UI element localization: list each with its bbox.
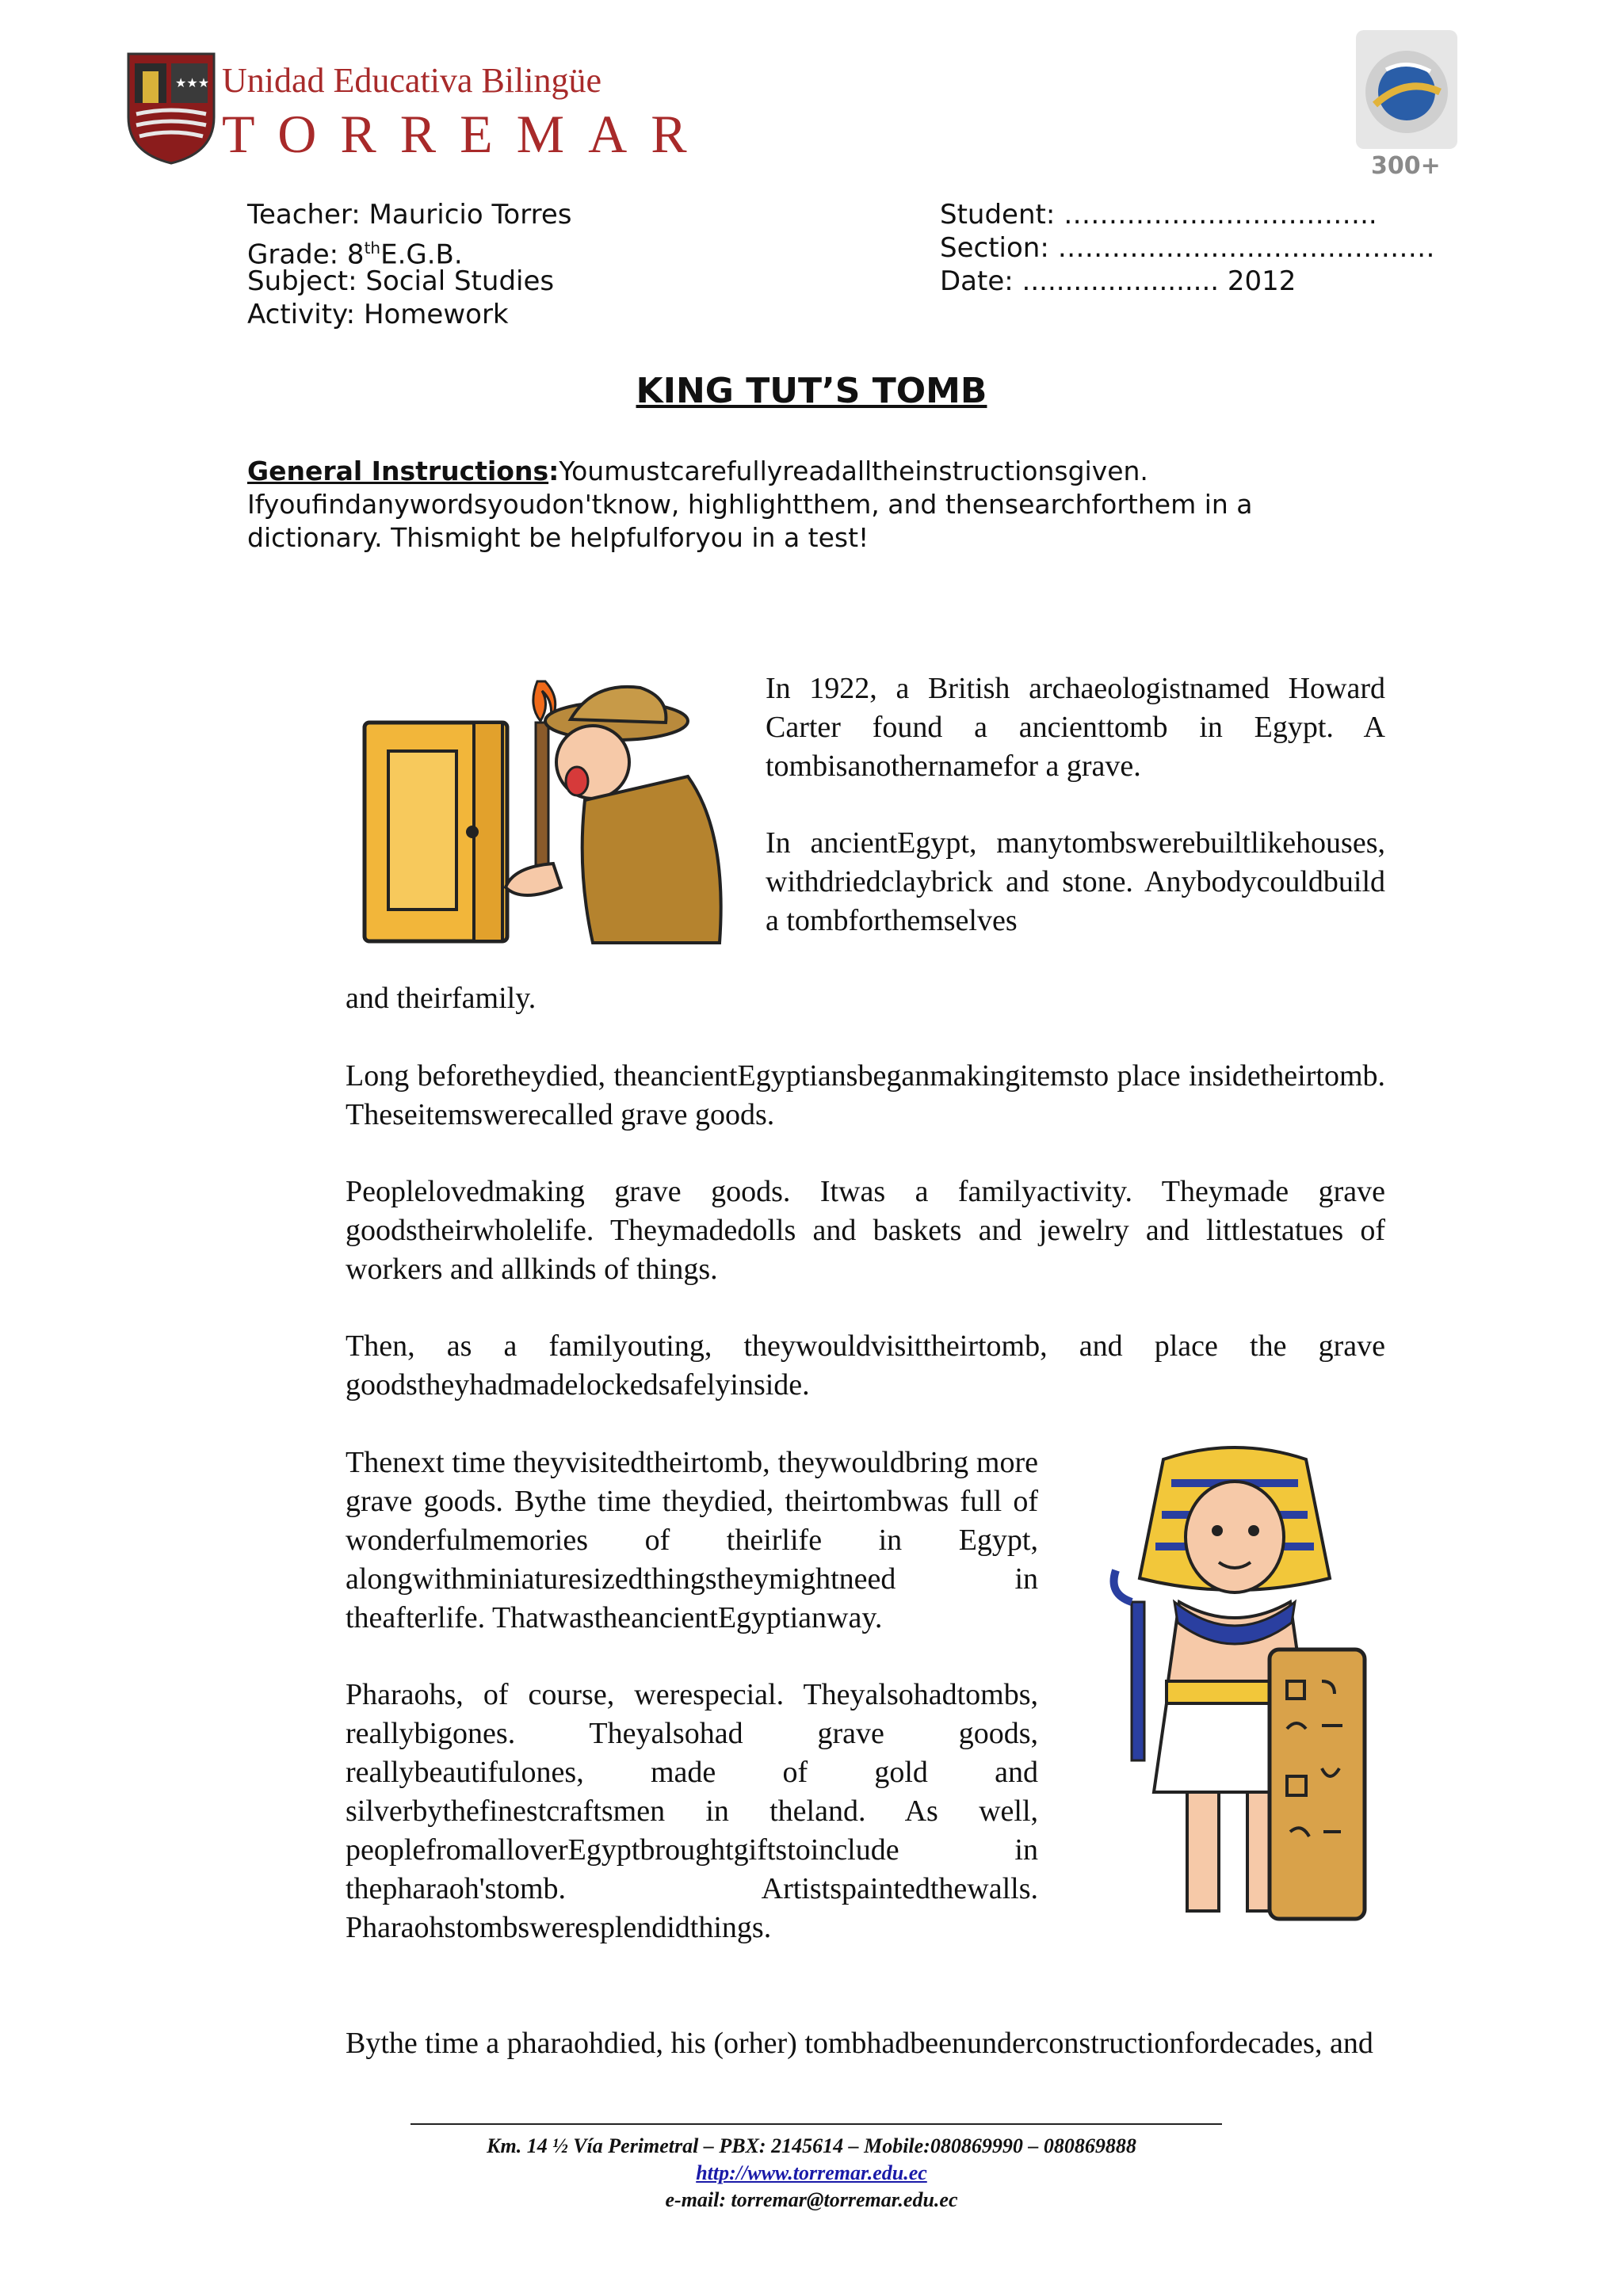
pharaoh-illustration	[1092, 1444, 1392, 1936]
instructions-colon: :	[548, 456, 559, 486]
footer-divider	[411, 2123, 1222, 2125]
footer-website-line	[0, 2161, 1623, 2185]
section-field: Section: ……………………………………	[940, 232, 1435, 264]
paragraph-pharaohs: Pharaohs, of course, werespecial. Theyalsohadtombs, reallybigones. Theyalsohad grave goods, reallybeautifulones, made of gold and silverbythefinestcraftsmen in theland. As well, peoplefromalloverEgyptbroughtgiftstoinclude in thepharaoh'stomb. Artistspaintedthewalls. Pharaohstombsweresplendidthings.	[346, 1678, 1038, 1944]
archaeologist-illustration	[355, 673, 737, 951]
date-field: Date: ....................... 2012	[940, 265, 1296, 297]
activity-info: Activity: Homework	[247, 299, 509, 330]
teacher-info: Teacher: Mauricio Torres	[247, 199, 572, 231]
paragraph-grave-goods: Long beforetheydied, theancientEgyptiansbeganmakingitemsto place insidetheirtomb. Theseitemswerecalled grave goods.	[346, 1059, 1385, 1131]
footer-website-link[interactable]: http://www.torremar.edu.ec	[696, 2161, 927, 2184]
page-title: KING TUT’S TOMB	[636, 371, 987, 411]
subject-info: Subject: Social Studies	[247, 265, 555, 297]
svg-text:★★★: ★★★	[175, 75, 210, 90]
grade-prefix: Grade: 8	[247, 238, 365, 271]
certification-label: 300+	[1371, 152, 1441, 180]
footer-address: Km. 14 ½ Vía Perimetral – PBX: 2145614 – Mobile:080869990 – 080869888	[487, 2134, 1136, 2157]
paragraph-tombs-houses-end: and theirfamily.	[346, 982, 537, 1015]
instructions-text: Youmustcarefullyreadalltheinstructionsgiven. Ifyoufindanywordsyoudon'tknow, highlightthem, and thensearchforthem in a dictionary. Thismight be helpfulforyou in a test!	[247, 456, 1253, 553]
paragraph-family-outing: Then, as a familyouting, theywouldvisittheirtomb, and place the grave goodstheyhadmadelockedsafelyinside.	[346, 1329, 1385, 1402]
school-name: Unidad Educativa Bilingüe	[222, 61, 601, 100]
instructions-label: General Instructions	[247, 456, 549, 486]
paragraph-tombs-houses: In ancientEgypt, manytombswerebuiltlikehouses, withdriedclaybrick and stone. Anybodycouldbuild a tombforthemselves	[766, 826, 1385, 937]
paragraph-construction: Bythe time a pharaohdied, his (orher) tombhadbeenunderconstructionfordecades, and	[346, 2027, 1373, 2060]
grade-suffix: E.G.B.	[380, 238, 463, 271]
student-field: Student: ……………………………..	[940, 199, 1377, 231]
paragraph-next-visit: Thenext time theyvisitedtheirtomb, theywouldbring more grave goods. Bythe time theydied, theirtombwas full of wonderfulmemories of theirlife in Egypt, alongwithminiaturesizedthingstheymightneed in theafterlife. ThatwastheancientEgyptianway.	[346, 1446, 1038, 1634]
footer-email: e-mail: torremar@torremar.edu.ec	[665, 2188, 958, 2211]
paragraph-carter: In 1922, a British archaeologistnamed Howard Carter found a ancienttomb in Egypt. A tombisanothernamefor a grave.	[766, 672, 1385, 783]
paragraph-family-activity: Peoplelovedmaking grave goods. Itwas a familyactivity. Theymade grave goodstheirwholelife. Theymadedolls and baskets and jewelry and littlestatues of workers and allkinds of things.	[346, 1175, 1385, 1286]
grade-superscript: th	[364, 238, 381, 257]
general-instructions	[247, 455, 1388, 555]
school-brand: TORREMAR	[222, 104, 711, 164]
